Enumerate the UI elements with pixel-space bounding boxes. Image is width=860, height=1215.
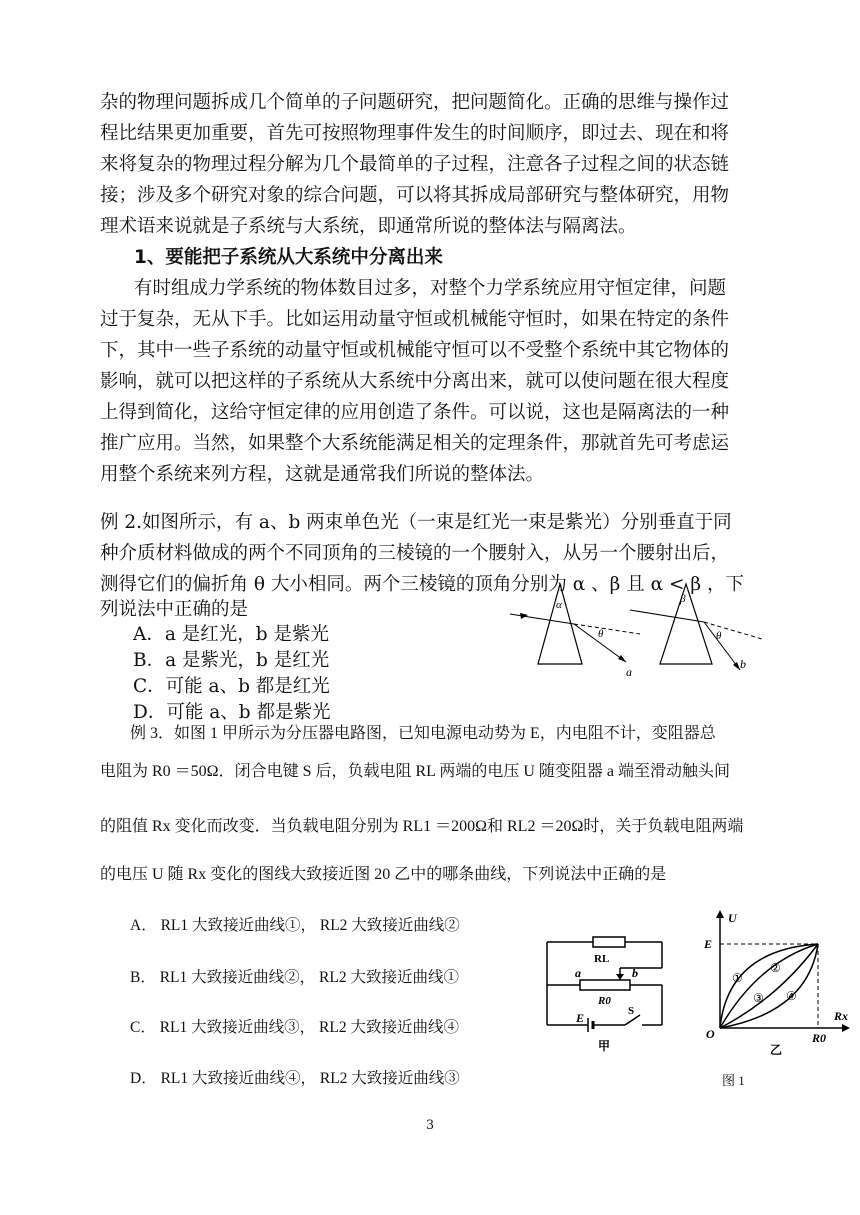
section-line: 有时组成力学系统的物体数目过多，对整个力学系统应用守恒定律，问题: [134, 278, 727, 299]
example2-option-a: A．a 是红光，b 是紫光: [133, 624, 329, 645]
graph-u-label: U: [728, 911, 737, 925]
ray-b-in: [630, 610, 704, 622]
graph-e-label: E: [704, 937, 713, 951]
circuit-s-label: S: [628, 1005, 635, 1017]
curve-2: [720, 944, 818, 1028]
example3-option-b: B． RL1 大致接近曲线②， RL2 大致接近曲线①: [130, 969, 459, 986]
circuit-e-label: E: [576, 1011, 585, 1025]
curve-3: [720, 944, 818, 1028]
circuit-diagram: [540, 930, 680, 1055]
example2-option-d: D．可能 a、b 都是紫光: [133, 702, 331, 723]
intro-line: 理术语来说就是子系统与大系统，即通常所说的整体法与隔离法。: [100, 216, 637, 237]
example2-line: 种介质材料做成的两个不同顶角的三棱镜的一个腰射入，从另一个腰射出后，: [100, 543, 730, 564]
section-heading: 1、要能把子系统从大系统中分离出来: [134, 247, 443, 268]
circuit-caption: 甲: [598, 1039, 611, 1053]
section-line: 下，其中一些子系统的动量守恒或机械能守恒可以不受整个系统中其它物体的: [100, 340, 730, 361]
graph-curve-4-label: ④: [786, 989, 797, 1003]
prism-figure: [500, 582, 780, 682]
figure-caption: 图 1: [722, 1073, 745, 1088]
circuit-b-label: b: [632, 966, 638, 980]
curve-4: [720, 944, 818, 1028]
example3-line: 的阻值 Rx 变化而改变．当负载电阻分别为 RL1 ＝200Ω和 RL2 ＝20Ω时，关于负载电阻两端: [100, 818, 744, 835]
ray-b-dashed: [704, 622, 762, 639]
ray-a-label: a: [626, 665, 632, 679]
ray-a-dashed: [574, 624, 640, 634]
prism-alpha-label: α: [556, 599, 562, 611]
example3-line: 例 3．如图 1 甲所示为分压器电路图，已知电源电动势为 E，内电阻不计，变阻器总: [130, 725, 716, 742]
section-line: 用整个系统来列方程，这就是通常我们所说的整体法。: [100, 464, 545, 485]
example2-option-c: C．可能 a、b 都是红光: [133, 676, 330, 697]
section-line: 影响，就可以把这样的子系统从大系统中分离出来，就可以使问题在很大程度: [100, 371, 730, 392]
example3-option-d: D． RL1 大致接近曲线④， RL2 大致接近曲线③: [130, 1070, 460, 1087]
rheostat: [580, 980, 630, 990]
section-line: 上得到简化，这给守恒定律的应用创造了条件。可以说，这也是隔离法的一种: [100, 402, 730, 423]
page-number: 3: [425, 1118, 435, 1133]
graph-r0-label: R0: [812, 1031, 827, 1045]
circuit-a-label: a: [575, 966, 581, 980]
graph-curve-3-label: ③: [753, 991, 764, 1005]
ray-a-arrow: [520, 613, 528, 619]
circuit-rl-label: RL: [594, 953, 610, 965]
section-line: 过于复杂，无从下手。比如运用动量守恒或机械能守恒时，如果在特定的条件: [100, 309, 730, 330]
example2-option-b: B．a 是紫光，b 是红光: [133, 650, 330, 671]
graph-curve-1-label: ①: [732, 971, 743, 985]
prism-theta-label-2: θ: [716, 630, 722, 642]
prism-2: [660, 584, 712, 664]
ray-a-in: [510, 614, 574, 624]
example3-line: 电阻为 R0 ＝50Ω．闭合电键 S 后，负载电阻 RL 两端的电压 U 随变阻器 a 端至滑动触头间: [100, 763, 730, 780]
example3-option-a: A． RL1 大致接近曲线①， RL2 大致接近曲线②: [130, 917, 460, 934]
intro-line: 来将复杂的物理过程分解为几个最简单的子过程，注意各子过程之间的状态链: [100, 154, 730, 175]
example2-line: 测得它们的偏折角 θ 大小相同。两个三棱镜的顶角分别为 α 、β 且 α < β ，下: [100, 574, 744, 595]
example2-line: 例 2.如图所示，有 a、b 两束单色光（一束是红光一束是紫光）分别垂直于同: [100, 512, 732, 533]
graph-curve-2-label: ②: [770, 961, 781, 975]
intro-line: 接；涉及多个研究对象的综合问题，可以将其拆成局部研究与整体研究，用物: [100, 185, 730, 206]
ray-b-label: b: [740, 657, 746, 671]
u-rx-graph: [698, 908, 858, 1058]
graph-caption: 乙: [770, 1043, 783, 1057]
prism-beta-label: β: [680, 593, 686, 605]
load-resistor: [593, 937, 625, 947]
example2-line: 列说法中正确的是: [100, 599, 249, 620]
section-line: 推广应用。当然，如果整个大系统能满足相关的定理条件，那就首先可考虑运: [100, 433, 730, 454]
ray-b-out: [704, 622, 740, 670]
curve-1: [720, 944, 818, 1028]
example3-option-c: C． RL1 大致接近曲线③， RL2 大致接近曲线④: [130, 1019, 459, 1036]
intro-line: 杂的物理问题拆成几个简单的子问题研究，把问题简化。正确的思维与操作过: [100, 92, 730, 113]
graph-rx-label: Rx: [834, 1009, 849, 1023]
graph-origin-label: O: [706, 1027, 715, 1041]
circuit-r0-label: R0: [598, 995, 611, 1007]
intro-line: 程比结果更加重要，首先可按照物理事件发生的时间顺序，即过去、现在和将: [100, 123, 730, 144]
prism-theta-label-1: θ: [598, 628, 604, 640]
example3-line: 的电压 U 随 Rx 变化的图线大致接近图 20 乙中的哪条曲线，下列说法中正确的是: [100, 866, 667, 883]
